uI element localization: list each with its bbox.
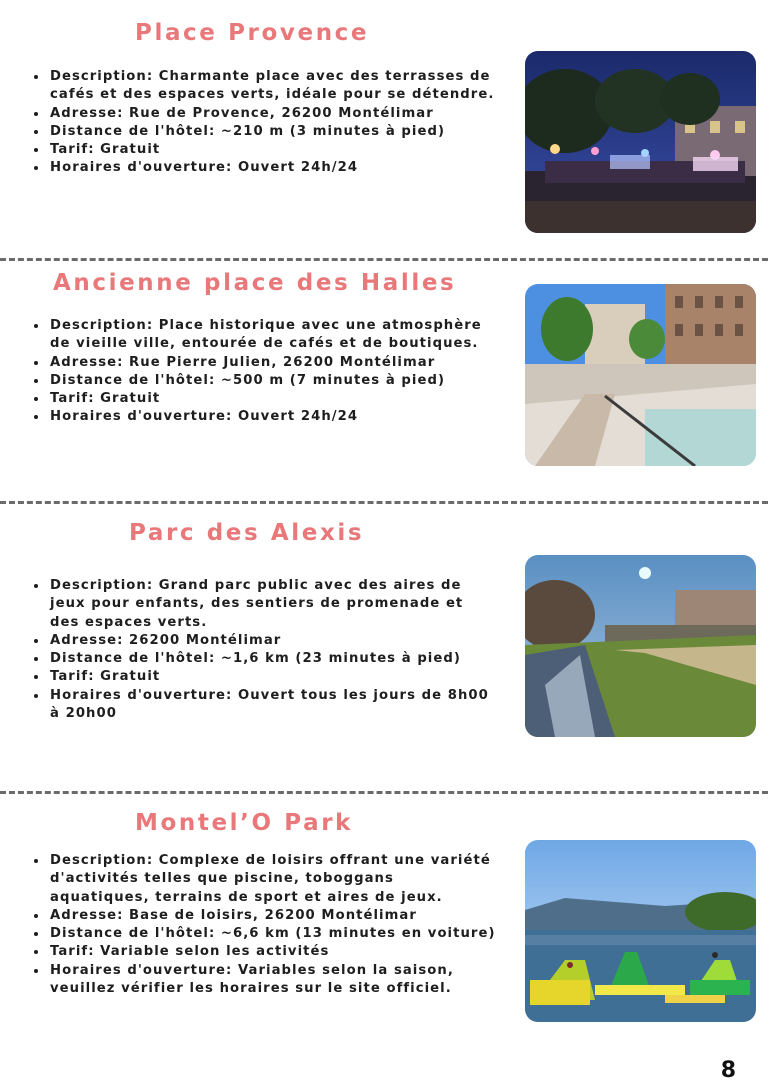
place-description: Description: Charmante place avec des terrasses de cafés et des espaces verts, idéale pour se détendre. (28, 68, 498, 105)
place-distance: Distance de l'hôtel: ~500 m (7 minutes à pied) (28, 372, 498, 390)
place-title: Place Provence (135, 20, 370, 46)
place-section (0, 793, 768, 1053)
place-title: Ancienne place des Halles (53, 270, 457, 296)
place-distance: Distance de l'hôtel: ~210 m (3 minutes à pied) (28, 123, 498, 141)
place-photo (525, 51, 756, 233)
place-distance: Distance de l'hôtel: ~1,6 km (23 minutes à pied) (28, 650, 498, 668)
page-number: 8 (720, 1058, 736, 1083)
place-hours: Horaires d'ouverture: Ouvert 24h/24 (28, 159, 498, 177)
place-description: Description: Grand parc public avec des aires de jeux pour enfants, des sentiers de promenade et des espaces verts. (28, 577, 498, 632)
place-photo (525, 555, 756, 737)
place-hours: Horaires d'ouverture: Variables selon la saison, veuillez vérifier les horaires sur le site officiel. (28, 962, 498, 999)
place-info-list (28, 68, 498, 178)
place-hours: Horaires d'ouverture: Ouvert tous les jours de 8h00 à 20h00 (28, 687, 498, 724)
place-section (0, 260, 768, 500)
place-section (0, 503, 768, 783)
place-hours: Horaires d'ouverture: Ouvert 24h/24 (28, 408, 498, 426)
place-section (0, 0, 768, 250)
place-address: Adresse: Rue Pierre Julien, 26200 Montélimar (28, 354, 498, 372)
place-price: Tarif: Variable selon les activités (28, 943, 498, 961)
place-price: Tarif: Gratuit (28, 668, 498, 686)
place-photo (525, 284, 756, 466)
place-distance: Distance de l'hôtel: ~6,6 km (13 minutes en voiture) (28, 925, 498, 943)
place-address: Adresse: Base de loisirs, 26200 Montélimar (28, 907, 498, 925)
place-photo (525, 840, 756, 1022)
place-address: Adresse: 26200 Montélimar (28, 632, 498, 650)
place-description: Description: Complexe de loisirs offrant une variété d'activités telles que piscine, toboggans aquatiques, terrains de sport et aires de jeux. (28, 852, 498, 907)
place-info-list (28, 317, 498, 427)
place-price: Tarif: Gratuit (28, 390, 498, 408)
place-price: Tarif: Gratuit (28, 141, 498, 159)
place-address: Adresse: Rue de Provence, 26200 Montélimar (28, 105, 498, 123)
place-info-list (28, 852, 498, 998)
place-description: Description: Place historique avec une atmosphère de vieille ville, entourée de cafés et de boutiques. (28, 317, 498, 354)
place-title: Parc des Alexis (129, 520, 365, 546)
place-title: Montel’O Park (135, 810, 354, 836)
place-info-list (28, 577, 498, 723)
